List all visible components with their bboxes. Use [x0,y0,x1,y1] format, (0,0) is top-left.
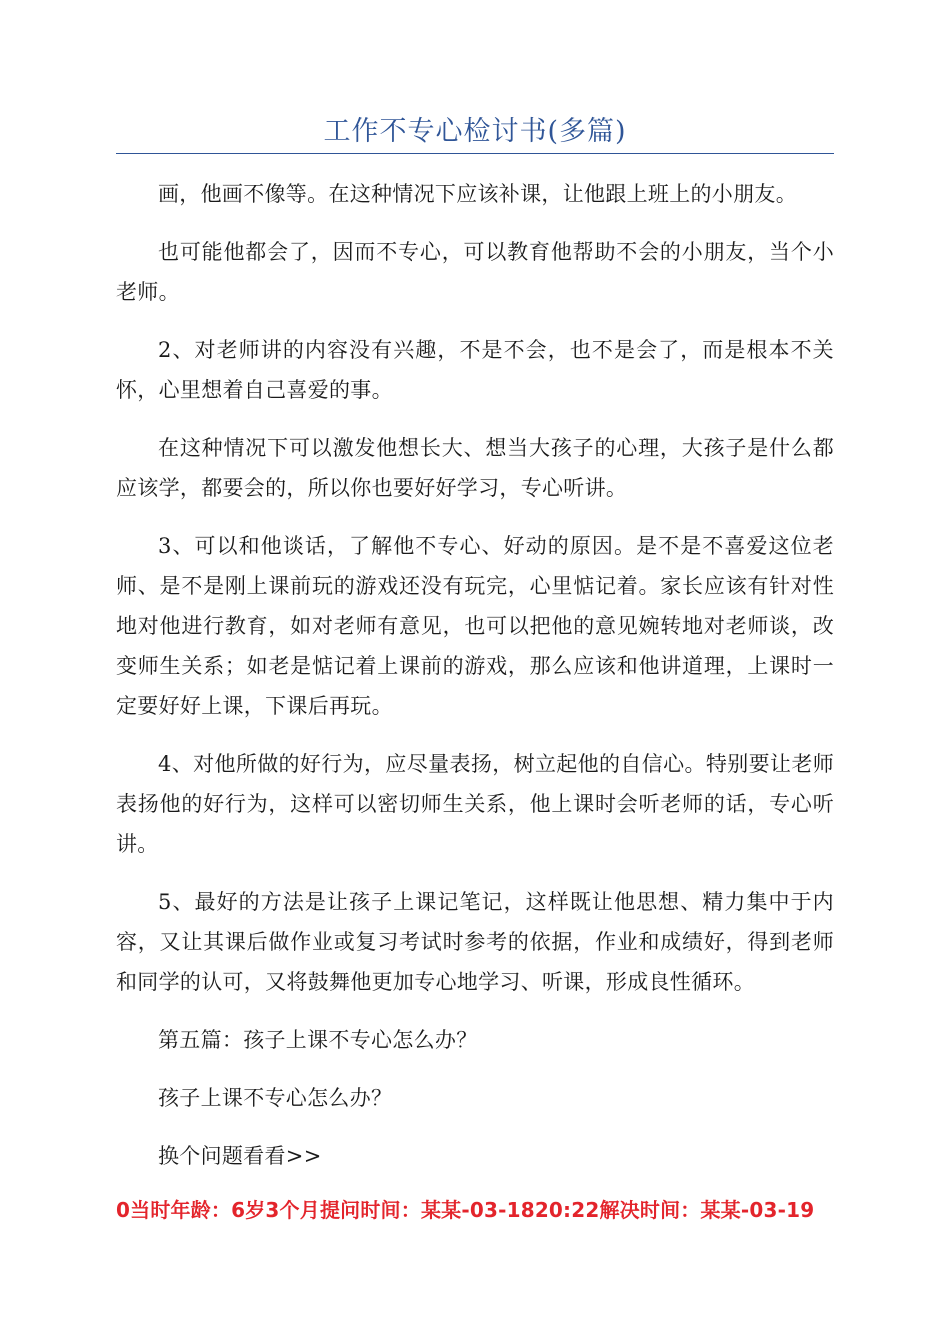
document-body [116,174,834,1226]
paragraph-6: 4、对他所做的好行为，应尽量表扬，树立起他的自信心。特别要让老师表扬他的好行为，这样可以密切师生关系，他上课时会听老师的话，专心听讲。 [116,752,834,856]
title-underline [116,153,834,154]
section-heading-part-5: 第五篇：孩子上课不专心怎么办？ [158,1028,478,1052]
paragraph-5: 3、可以和他谈话，了解他不专心、好动的原因。是不是不喜爱这位老师、是不是刚上课前玩的游戏还没有玩完，心里惦记着。家长应该有针对性地对他进行教育，如对老师有意见，也可以把他的意见婉转地对老师谈，改变师生关系；如老是惦记着上课前的游戏，那么应该和他讲道理，上课时一定要好好上课，下课后再玩。 [116,534,834,718]
question-meta-note: 0当时年龄：6岁3个月提问时间：某某-03-1820:22解决时间：某某-03-19 [116,1198,815,1222]
paragraph-1: 画，他画不像等。在这种情况下应该补课，让他跟上班上的小朋友。 [158,182,797,206]
paragraph-4: 在这种情况下可以激发他想长大、想当大孩子的心理，大孩子是什么都应该学，都要会的，所以你也要好好学习，专心听讲。 [116,436,834,500]
change-question-link[interactable]: 换个问题看看>> [158,1144,322,1168]
paragraph-7: 5、最好的方法是让孩子上课记笔记，这样既让他思想、精力集中于内容，又让其课后做作业或复习考试时参考的依据，作业和成绩好，得到老师和同学的认可，又将鼓舞他更加专心地学习、听课，形成良性循环。 [116,890,834,994]
page-title: 工作不专心检讨书(多篇) [323,116,627,147]
paragraph-3: 2、对老师讲的内容没有兴趣，不是不会，也不是会了，而是根本不关怀，心里想着自己喜爱的事。 [116,338,834,402]
question-line: 孩子上课不专心怎么办？ [158,1086,393,1110]
paragraph-2: 也可能他都会了，因而不专心，可以教育他帮助不会的小朋友，当个小老师。 [116,240,834,304]
